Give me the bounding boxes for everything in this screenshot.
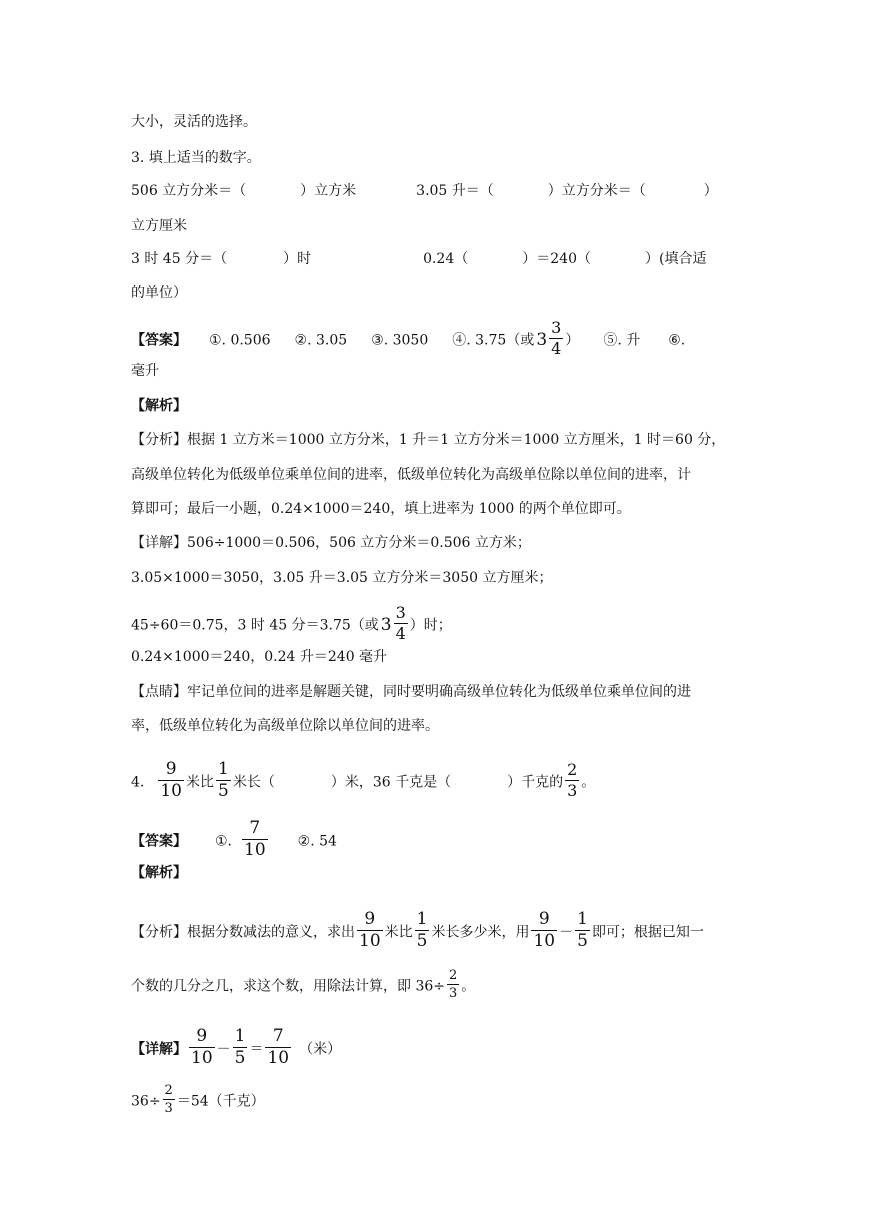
- text: 36÷: [131, 1093, 161, 1110]
- denominator: 5: [234, 1048, 246, 1068]
- answer-1: ①.: [215, 833, 233, 850]
- denominator: 4: [395, 624, 406, 643]
- numerator: 3: [395, 603, 406, 622]
- q4-analysis-label: 【解析】: [131, 865, 187, 881]
- minus-sign: －: [559, 924, 574, 941]
- fraction: [158, 761, 184, 800]
- equals-sign: ＝: [249, 1041, 264, 1058]
- q3-dianjing-2: 率，低级单位转化为高级单位除以单位间的进率。: [131, 718, 439, 734]
- text: 506 立方分米＝（: [131, 183, 247, 199]
- text: 【分析】根据分数减法的意义，求出: [131, 924, 355, 941]
- q3-line2: 立方厘米: [131, 218, 187, 234]
- denominator: 10: [160, 781, 182, 801]
- denominator: 5: [218, 781, 229, 801]
- q3-dianjing-1: 【点睛】牢记单位间的进率是解题关键，同时要明确高级单位转化为低级单位乘单位间的进: [131, 684, 691, 700]
- text: 即可；根据已知一: [591, 924, 704, 941]
- numerator: 2: [567, 760, 578, 779]
- denominator: 3: [164, 1101, 173, 1116]
- fraction: [265, 1028, 291, 1067]
- fraction: [531, 911, 557, 950]
- question-number: 4.: [131, 774, 145, 791]
- denominator: 10: [191, 1048, 213, 1068]
- text: ）＝240（: [522, 251, 591, 267]
- q4-answer: [131, 818, 337, 861]
- q3-answer: [131, 318, 686, 359]
- fraction: [575, 911, 590, 950]
- answer-2: ②. 54: [297, 833, 337, 850]
- fraction: [189, 1028, 215, 1067]
- text: 。: [581, 774, 596, 791]
- answer-4: ④. 3.75（或: [452, 332, 535, 349]
- text: 3 时 45 分＝（: [131, 251, 228, 267]
- answer-2: ②. 3.05: [294, 332, 348, 349]
- denominator: 10: [244, 840, 266, 860]
- denominator: 10: [359, 931, 381, 951]
- answer-label: 【答案】: [131, 332, 187, 349]
- q3-line3: [131, 249, 706, 269]
- text: ）立方米: [300, 183, 357, 199]
- text: 米比: [186, 774, 214, 791]
- denominator: 10: [533, 931, 556, 951]
- numerator: 2: [164, 1083, 173, 1098]
- q4-xiangjie-1: [131, 1026, 342, 1069]
- fraction: [394, 605, 408, 642]
- fraction: [216, 761, 231, 800]
- q3-xiangjie-1: 【详解】506÷1000＝0.506，506 立方分米＝0.506 立方米；: [131, 535, 531, 551]
- numerator: 1: [416, 909, 428, 929]
- q3-fenxi-3: 算即可；最后一小题，0.24×1000＝240，填上进率为 1000 的两个单位即可。: [131, 501, 631, 517]
- answer-3: ③. 3050: [371, 332, 429, 349]
- text: ）时: [283, 251, 312, 267]
- fraction: [163, 1084, 175, 1115]
- numerator: 3: [551, 318, 562, 337]
- text: ）(填合适: [644, 251, 707, 267]
- text: （米）: [299, 1041, 342, 1058]
- denominator: 4: [551, 339, 562, 358]
- fraction: [565, 762, 579, 799]
- denominator: 5: [577, 931, 588, 951]
- q3-xiangjie-4: 0.24×1000＝240，0.24 升＝240 毫升: [131, 649, 388, 665]
- fraction: [415, 911, 430, 950]
- text: 3.05 升＝（: [416, 183, 494, 199]
- q3-fenxi-2: 高级单位转化为低级单位乘单位间的进率，低级单位转化为高级单位除以单位间的进率，计: [131, 467, 691, 483]
- continued-text: 大小，灵活的选择。: [131, 114, 257, 130]
- numerator: 7: [272, 1026, 284, 1046]
- text: 米长多少米，用: [431, 924, 530, 941]
- q4-fenxi-2: [131, 968, 476, 1002]
- text: 。: [461, 978, 476, 995]
- text: 0.24（: [423, 251, 469, 267]
- answer-1: ①. 0.506: [209, 332, 271, 349]
- text: ＝54（千克）: [176, 1093, 265, 1110]
- fraction: [549, 320, 563, 357]
- detail-label: 【详解】: [131, 1041, 187, 1058]
- text: 45÷60＝0.75，3 时 45 分＝3.75（或: [131, 617, 379, 634]
- answer-6: ⑥.: [668, 332, 686, 349]
- denominator: 3: [567, 781, 578, 800]
- q3-answer-cont: 毫升: [131, 363, 159, 379]
- q3-analysis-label: 【解析】: [131, 398, 187, 414]
- q3-line1: [131, 181, 718, 201]
- mixed-whole: 3: [380, 614, 392, 635]
- q3-xiangjie-2: 3.05×1000＝3050，3.05 升＝3.05 立方分米＝3050 立方厘米；: [131, 570, 553, 586]
- numerator: 9: [196, 1026, 208, 1046]
- denominator: 5: [416, 931, 428, 951]
- minus-sign: －: [216, 1041, 231, 1058]
- text: ）: [565, 332, 580, 349]
- q4-xiangjie-2: [131, 1083, 265, 1117]
- numerator: 2: [449, 968, 458, 983]
- text: ）立方分米＝（: [547, 183, 646, 199]
- denominator: 10: [267, 1048, 290, 1068]
- numerator: 7: [249, 818, 261, 838]
- numerator: 9: [165, 759, 177, 779]
- numerator: 1: [234, 1026, 246, 1046]
- mixed-whole: 3: [536, 329, 548, 350]
- q4-question: [131, 759, 596, 802]
- q3-fenxi-1: 【分析】根据 1 立方米＝1000 立方分米，1 升＝1 立方分米＝1000 立方厘米，1 时＝60 分，: [131, 432, 726, 448]
- text: 米比: [384, 924, 413, 941]
- numerator: 1: [577, 909, 588, 929]
- q4-fenxi-1: [131, 909, 704, 952]
- fraction: [447, 969, 459, 1000]
- numerator: 1: [218, 759, 229, 779]
- text: 个数的几分之几，求这个数，用除法计算，即 36÷: [131, 978, 445, 995]
- text: ）米，36 千克是（: [330, 774, 452, 791]
- fraction: [233, 1028, 248, 1067]
- q3-xiangjie-3: [131, 603, 452, 644]
- text: ）千克的: [507, 774, 564, 791]
- answer-5: ⑤. 升: [603, 332, 641, 349]
- text: ）: [703, 183, 718, 199]
- q3-line4: 的单位）: [131, 285, 187, 301]
- answer-label: 【答案】: [131, 833, 187, 850]
- fraction: [242, 820, 268, 859]
- numerator: 9: [364, 909, 376, 929]
- text: 米长（: [232, 774, 275, 791]
- text: ）时；: [409, 617, 452, 634]
- fraction: [357, 911, 383, 950]
- denominator: 3: [449, 986, 458, 1001]
- numerator: 9: [538, 909, 550, 929]
- q3-title: 3. 填上适当的数字。: [131, 150, 261, 166]
